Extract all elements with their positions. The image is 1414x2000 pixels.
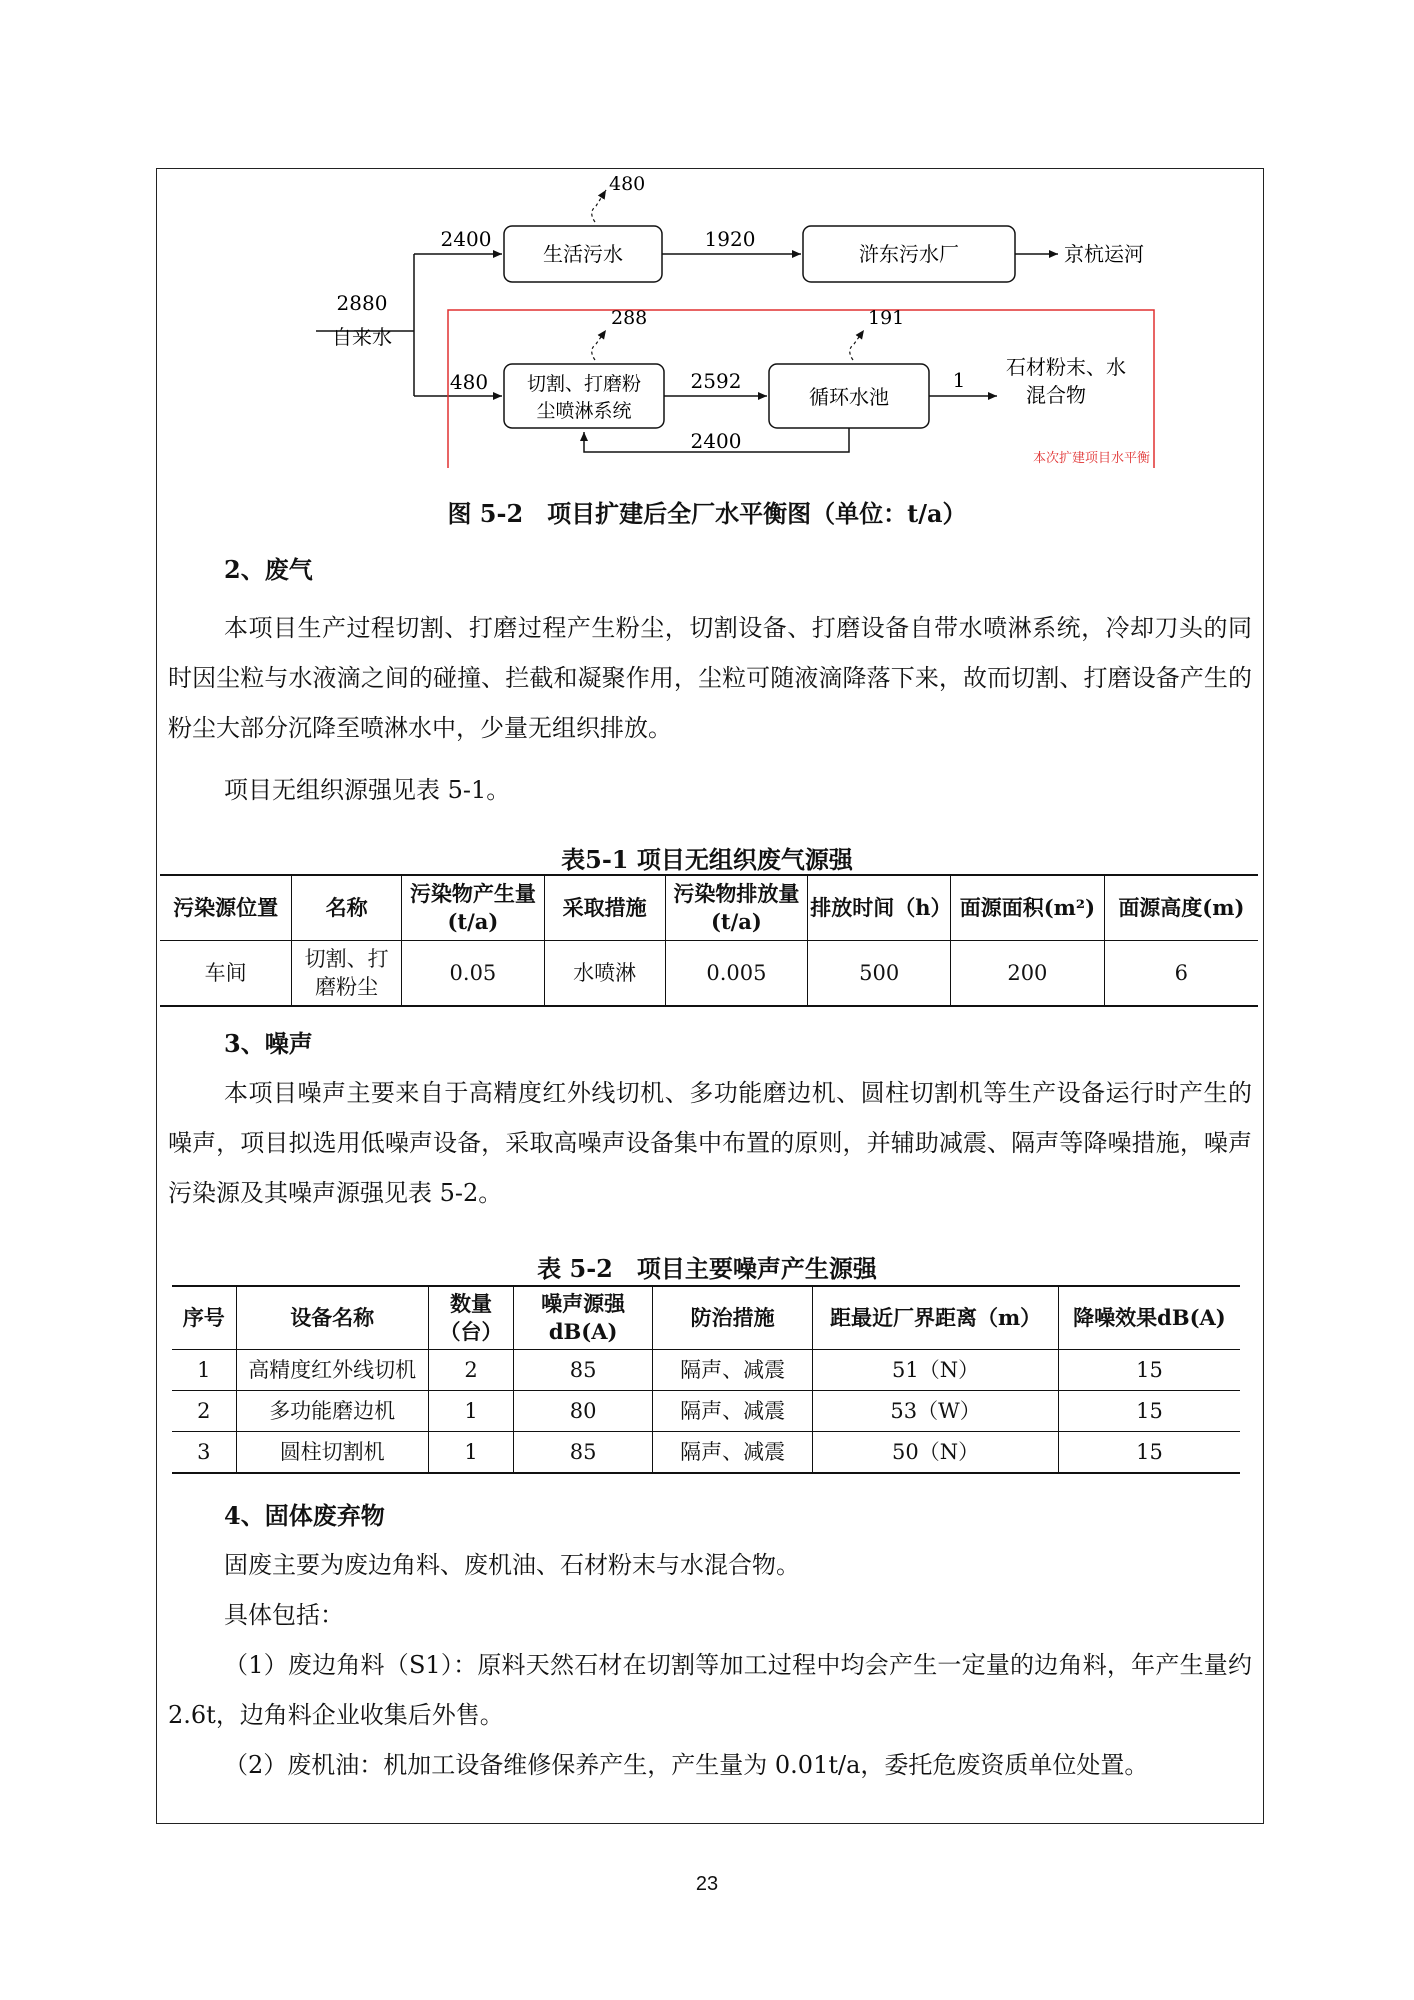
paragraph-waste-oil: （2）废机油：机加工设备维修保养产生，产生量为 0.01t/a，委托危废资质单位处置。 (224, 1751, 1149, 1779)
table-header-cell: 污染源位置 (160, 875, 292, 941)
table1-caption: 表5-1 项目无组织废气源强 (561, 845, 853, 874)
to-pool-amount: 2592 (690, 369, 742, 393)
paragraph-scrap: （1）废边角料（S1）：原料天然石材在切割等加工过程中均会产生一定量的边角料，年产生量约 2.6t，边角料企业收集后外售。 (168, 1651, 1252, 1729)
table-header-cell: 采取措施 (544, 875, 665, 941)
table-cell: 隔声、减震 (653, 1432, 813, 1474)
tap-water-amount: 2880 (336, 291, 388, 315)
table-cell: 80 (514, 1391, 653, 1432)
tap-water-label: 自来水 (332, 325, 392, 349)
table-cell: 1 (428, 1432, 513, 1474)
water-balance-diagram (156, 168, 1264, 468)
paragraph-details-intro: 具体包括： (224, 1601, 344, 1629)
table-header-cell: 设备名称 (236, 1286, 428, 1350)
pool-loss-arrow (850, 330, 864, 360)
pool-loss-amount: 191 (868, 307, 905, 329)
table-cell: 多功能磨边机 (236, 1391, 428, 1432)
table-cell: 水喷淋 (544, 941, 665, 1007)
domestic-loss-amount: 480 (609, 173, 646, 195)
table-cell: 3 (172, 1432, 236, 1474)
table-cell: 1 (172, 1350, 236, 1391)
table-cell: 2 (428, 1350, 513, 1391)
table-header-cell: 噪声源强dB(A) (514, 1286, 653, 1350)
domestic-label: 生活污水 (543, 242, 623, 266)
table-header-cell: 排放时间（h） (808, 875, 951, 941)
table-row (172, 1432, 1240, 1474)
table-cell: 2 (172, 1391, 236, 1432)
table-row (160, 941, 1258, 1007)
figure-caption: 图 5-2 项目扩建后全厂水平衡图（单位：t/a） (447, 499, 967, 528)
pool-label: 循环水池 (809, 385, 889, 409)
table-fugitive-emissions (160, 874, 1258, 1007)
table-cell: 隔声、减震 (653, 1391, 813, 1432)
spray-loss-amount: 288 (611, 307, 648, 329)
expansion-region-note: 本次扩建项目水平衡 (1032, 451, 1150, 466)
pool-out-amount: 1 (952, 368, 966, 392)
table-header-cell: 面源高度(m) (1104, 875, 1258, 941)
table-cell: 85 (514, 1432, 653, 1474)
table-cell: 85 (514, 1350, 653, 1391)
table-cell: 15 (1058, 1350, 1240, 1391)
recycle-amount: 2400 (690, 429, 742, 453)
table-header-cell: 面源面积(m²) (951, 875, 1105, 941)
table-cell: 51（N） (813, 1350, 1059, 1391)
to-spray-amount: 480 (449, 370, 489, 394)
table-header-row (172, 1286, 1240, 1350)
page-number: 23 (695, 1873, 719, 1895)
table-row (172, 1350, 1240, 1391)
section-heading-solid-waste: 4、固体废弃物 (224, 1501, 385, 1530)
domestic-loss-arrow (592, 190, 606, 222)
table-header-cell: 距最近厂界距离（m） (813, 1286, 1059, 1350)
table-cell: 高精度红外线切机 (236, 1350, 428, 1391)
table-cell: 1 (428, 1391, 513, 1432)
table-header-cell: 污染物产生量(t/a) (402, 875, 545, 941)
spray-label-2: 尘喷淋系统 (536, 400, 632, 422)
table-header-cell: 数量（台） (428, 1286, 513, 1350)
stone-label-2: 混合物 (1026, 383, 1086, 407)
table-cell: 53（W） (813, 1391, 1059, 1432)
table-cell: 0.05 (402, 941, 545, 1007)
table-cell: 15 (1136, 1440, 1163, 1464)
table-cell: 15 (1058, 1391, 1240, 1432)
section-heading-waste-gas: 2、废气 (224, 555, 313, 584)
to-domestic-amount: 2400 (440, 227, 492, 251)
stone-label-1: 石材粉末、水 (1006, 355, 1126, 379)
river-label: 京杭运河 (1064, 242, 1144, 266)
plant-label: 浒东污水厂 (859, 242, 959, 266)
to-plant-amount: 1920 (704, 227, 756, 251)
spray-loss-arrow (592, 330, 606, 360)
table-header-cell: 降噪效果dB(A) (1058, 1286, 1240, 1350)
paragraph-solid-waste-intro: 固废主要为废边角料、废机油、石材粉末与水混合物。 (224, 1551, 800, 1579)
table-cell: 车间 (160, 941, 292, 1007)
table-cell: 500 (808, 941, 951, 1007)
paragraph-noise: 本项目噪声主要来自于高精度红外线切机、多功能磨边机、圆柱切割机等生产设备运行时产生的噪声，项目拟选用低噪声设备，采取高噪声设备集中布置的原则，并辅助减震、隔声等降噪措施，噪声污染源及其噪声源强见表 5-2。 (168, 1079, 1252, 1207)
table-header-cell: 污染物排放量(t/a) (665, 875, 808, 941)
table-cell: 6 (1174, 961, 1189, 985)
table-row (172, 1391, 1240, 1432)
section-heading-noise: 3、噪声 (224, 1029, 313, 1058)
paragraph-waste-gas: 本项目生产过程切割、打磨过程产生粉尘，切割设备、打磨设备自带水喷淋系统，冷却刀头的同时因尘粒与水液滴之间的碰撞、拦截和凝聚作用，尘粒可随液滴降落下来，故而切割、打磨设备产生的粉尘大部分沉降至喷淋水中，少量无组织排放。 (168, 614, 1252, 742)
spray-label-1: 切割、打磨粉 (526, 373, 642, 395)
table-noise-sources (172, 1285, 1240, 1474)
table-header-cell: 防治措施 (653, 1286, 813, 1350)
table-cell: 切割、打磨粉尘 (292, 941, 402, 1007)
table2-caption: 表 5-2 项目主要噪声产生源强 (537, 1254, 877, 1283)
table-cell: 50（N） (813, 1432, 1059, 1474)
table-header-row (160, 875, 1258, 941)
table-header-cell: 序号 (172, 1286, 236, 1350)
table-cell: 200 (951, 941, 1105, 1007)
paragraph-table-ref: 项目无组织源强见表 5-1。 (224, 776, 511, 804)
table-cell: 0.005 (665, 941, 808, 1007)
table-cell: 隔声、减震 (653, 1350, 813, 1391)
table-header-cell: 名称 (292, 875, 402, 941)
table-cell: 圆柱切割机 (236, 1432, 428, 1474)
